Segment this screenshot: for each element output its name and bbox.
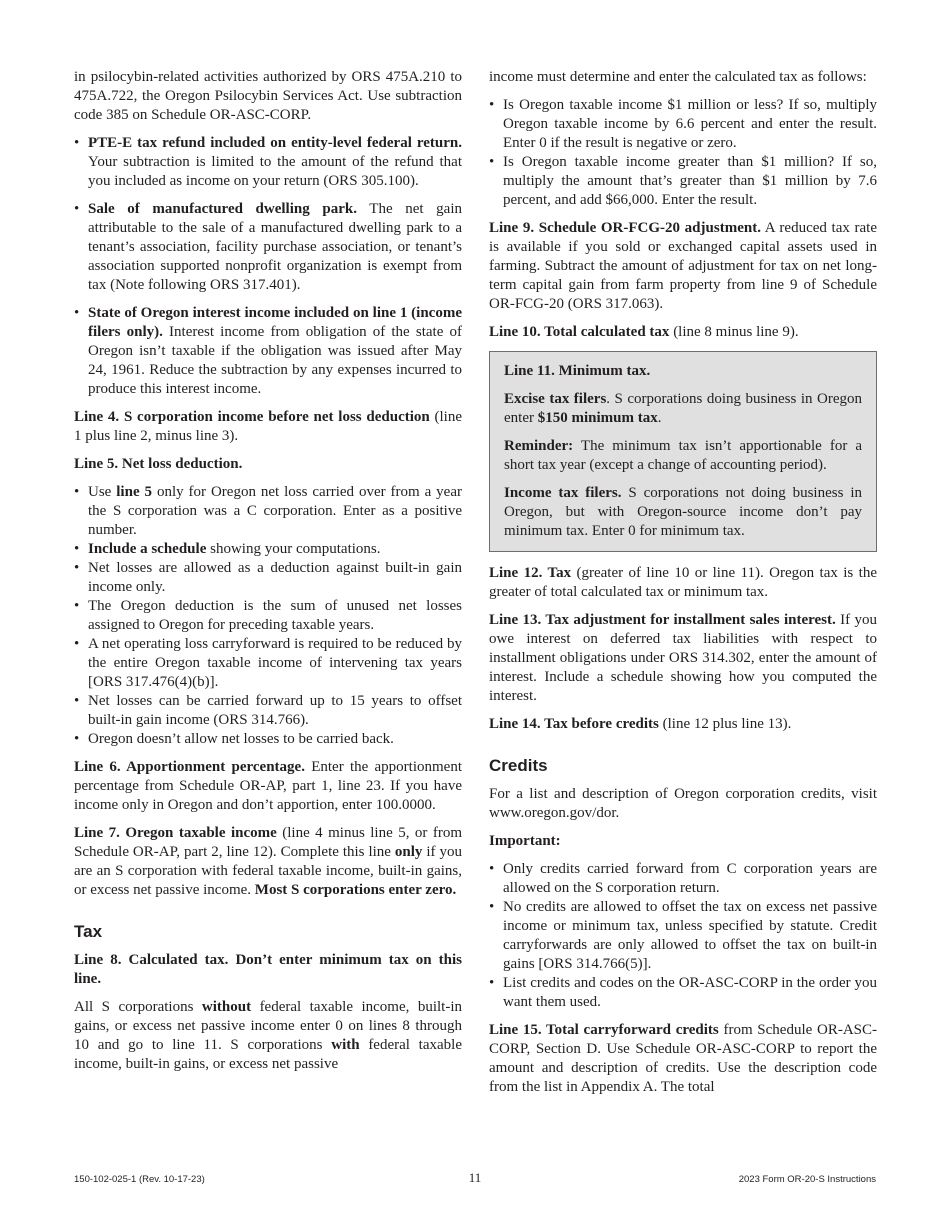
list-item: • No credits are allowed to offset the tax on excess net passive income or minimum tax, unless specified by statute. Credit carryforwards are only allowed to offset the tax on built-in gains [ORS 314.766(5)]. <box>489 898 877 974</box>
page-number: 11 <box>468 1170 482 1185</box>
line15-paragraph: Line 15. Total carryforward credits from Schedule OR-ASC-CORP, Section D. Use Schedule OR-ASC-CORP to report the amount and description of credits. Use the description code from the list in Appendix A. The total <box>489 1022 877 1095</box>
left-column <box>74 68 462 1083</box>
line5-heading: Line 5. Net loss deduction. <box>74 456 243 472</box>
list-item: • Sale of manufactured dwelling park. The net gain attributable to the sale of a manufactured dwelling park to a tenant’s association, facility purchase association, or tenant’s association supported nonprofit organization is exempt from tax (Note following ORS 317.401). <box>74 200 462 295</box>
line10-paragraph: Line 10. Total calculated tax (line 8 minus line 9). <box>489 324 799 340</box>
list-item: • A net operating loss carryforward is required to be reduced by the entire Oregon taxable income of intervening tax years [ORS 317.476(4)(b)]. <box>74 635 462 692</box>
income-filers-paragraph: Income tax filers. S corporations not doing business in Oregon, but with Oregon-source income don’t pay minimum tax. Enter 0 for minimum tax. <box>504 485 862 539</box>
credits-intro: For a list and description of Oregon corporation credits, visit www.oregon.gov/dor. <box>489 786 877 821</box>
document-title: 2023 Form OR-20-S Instructions <box>738 1174 876 1185</box>
list-item: • Include a schedule showing your computations. <box>74 540 462 559</box>
list-item: • Oregon doesn’t allow net losses to be carried back. <box>74 730 462 749</box>
list-item: • Is Oregon taxable income greater than $1 million? If so, multiply the amount that’s greater than $1 million by 7.6 percent, and add $66,000. Enter the result. <box>489 153 877 210</box>
line13-paragraph: Line 13. Tax adjustment for installment sales interest. If you owe interest on deferred tax liabilities with respect to installment obligations under ORS 314.302, enter the amount of interest. Include a schedule showing how you computed the interest. <box>489 612 877 704</box>
minimum-tax-box <box>489 351 877 552</box>
reminder-paragraph: Reminder: The minimum tax isn’t apportionable for a short tax year (except a change of accounting period). <box>504 438 862 473</box>
credits-list <box>489 860 877 1012</box>
intro-continued: in psilocybin-related activities authorized by ORS 475A.210 to 475A.722, the Oregon Psilocybin Services Act. Use subtraction code 385 on Schedule OR-ASC-CORP. <box>74 69 462 123</box>
line8-heading: Line 8. Calculated tax. Don’t enter minimum tax on this line. <box>74 952 462 987</box>
line4-paragraph: Line 4. S corporation income before net loss deduction (line 1 plus line 2, minus line 3). <box>74 409 462 444</box>
right-column <box>489 68 877 1106</box>
page-footer <box>74 1168 876 1188</box>
list-item: • PTE-E tax refund included on entity-level federal return. Your subtraction is limited to the amount of the refund that you included as income on your return (ORS 305.100). <box>74 134 462 191</box>
line14-paragraph: Line 14. Tax before credits (line 12 plus line 13). <box>489 716 792 732</box>
line6-paragraph: Line 6. Apportionment percentage. Enter the apportionment percentage from Schedule OR-AP, part 1, line 23. If you have income only in Oregon and don’t apportion, enter 100.0000. <box>74 759 462 813</box>
list-item: • State of Oregon interest income included on line 1 (income filers only). Interest income from obligation of the state of Oregon isn’t taxable if the obligation was issued after May 24, 1961. Reduce the subtraction by any expenses incurred to produce this interest income. <box>74 304 462 399</box>
list-item: • Net losses are allowed as a deduction against built-in gain income only. <box>74 559 462 597</box>
tax-heading: Tax <box>74 922 103 941</box>
line8-paragraph: All S corporations without federal taxable income, built-in gains, or excess net passive income enter 0 on lines 8 through 10 and go to line 11. S corporations with federal taxable income, built-in gains, or excess net passive <box>74 999 462 1072</box>
list-item: • Use line 5 only for Oregon net loss carried over from a year the S corporation was a C corporation. Enter as a positive number. <box>74 483 462 540</box>
line12-paragraph: Line 12. Tax (greater of line 10 or line 11). Oregon tax is the greater of total calculated tax or minimum tax. <box>489 565 877 600</box>
line9-paragraph: Line 9. Schedule OR-FCG-20 adjustment. A reduced tax rate is available if you sold or exchanged capital assets used in farming. Subtract the amount of adjustment for tax on net long-term capital gain from farm property from line 9 of Schedule OR-FCG-20 (ORS 317.063). <box>489 220 878 312</box>
list-item: • Only credits carried forward from C corporation years are allowed on the S corporation return. <box>489 860 877 898</box>
calc-list <box>489 96 877 210</box>
form-number: 150-102-025-1 (Rev. 10-17-23) <box>74 1174 205 1185</box>
important-label: Important: <box>489 833 561 849</box>
list-item: • Is Oregon taxable income $1 million or less? If so, multiply Oregon taxable income by 6.6 percent and enter the result. Enter 0 if the result is negative or zero. <box>489 96 877 153</box>
credits-heading: Credits <box>489 756 548 775</box>
calc-continued: income must determine and enter the calculated tax as follows: <box>489 69 867 85</box>
line5-list <box>74 483 462 749</box>
list-item: • Net losses can be carried forward up to 15 years to offset built-in gain income (ORS 314.766). <box>74 692 462 730</box>
line7-paragraph: Line 7. Oregon taxable income (line 4 minus line 5, or from Schedule OR-AP, part 2, line 12). Complete this line only if you are an S corporation with federal taxable income, built-in gains, or excess net passive income. Most S corporations enter zero. <box>74 825 462 898</box>
box-title: Line 11. Minimum tax. <box>504 363 651 379</box>
list-item: • List credits and codes on the OR-ASC-CORP in the order you want them used. <box>489 974 877 1012</box>
subtraction-list <box>74 134 462 399</box>
list-item: • The Oregon deduction is the sum of unused net losses assigned to Oregon for preceding taxable years. <box>74 597 462 635</box>
excise-paragraph: Excise tax filers. S corporations doing business in Oregon enter $150 minimum tax. <box>504 391 862 426</box>
